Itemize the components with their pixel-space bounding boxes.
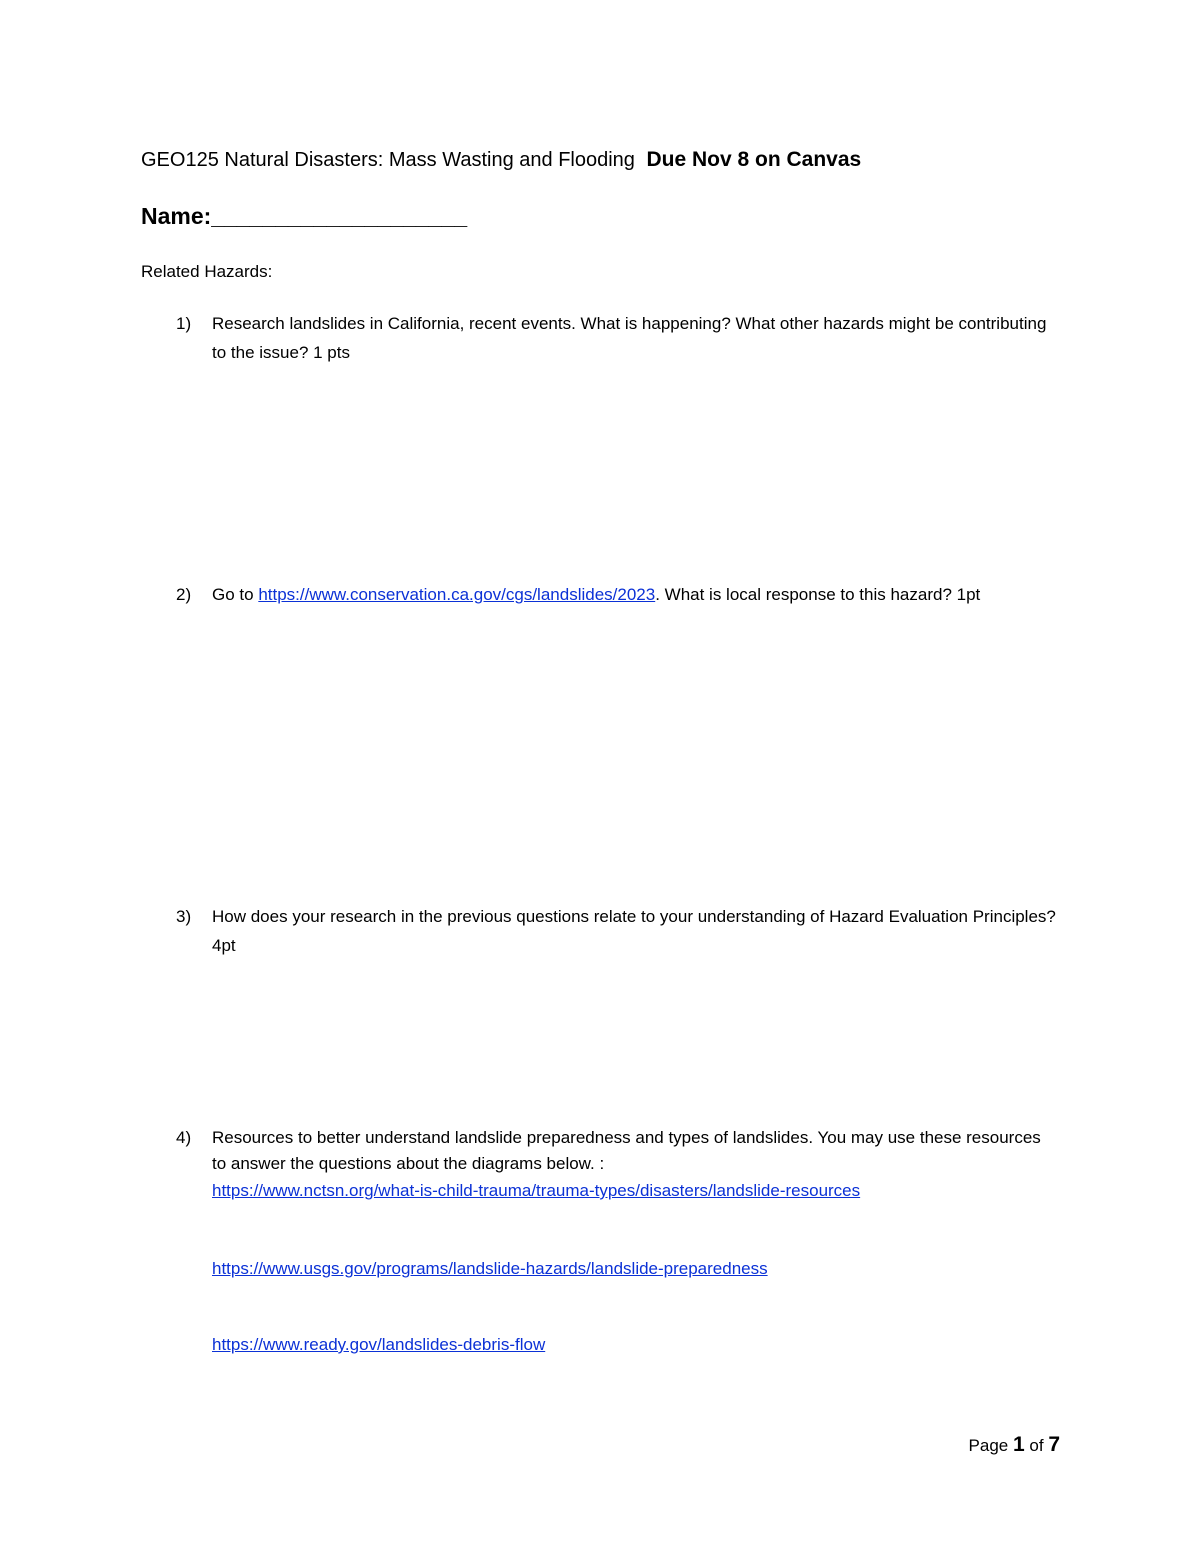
resource-link-item [212, 1178, 860, 1204]
question-text [212, 580, 1056, 609]
resource-link-item [212, 1332, 545, 1358]
question-3 [176, 902, 1056, 960]
resource-link-item [212, 1256, 768, 1282]
question-4 [176, 1125, 1056, 1177]
question-text: Research landslides in California, recent events. What is happening? What other hazards might be contributing to the issue? 1 pts [212, 314, 1047, 362]
nctsn-link[interactable]: https://www.nctsn.org/what-is-child-trauma/trauma-types/disasters/landslide-resources [212, 1181, 861, 1200]
document-title [141, 146, 861, 174]
name-field: Name:____________________ [141, 203, 468, 229]
current-page: 1 [1012, 1433, 1025, 1456]
page-word: Page [968, 1436, 1009, 1455]
course-title: GEO125 Natural Disasters: Mass Wasting and Flooding [141, 149, 635, 171]
question-text: How does your research in the previous questions relate to your understanding of Hazard Evaluation Principles? 4pt [212, 907, 1056, 955]
ready-gov-link[interactable]: https://www.ready.gov/landslides-debris-flow [212, 1335, 546, 1354]
page-footer [969, 1432, 1060, 1459]
usgs-link[interactable]: https://www.usgs.gov/programs/landslide-hazards/landslide-preparedness [212, 1259, 768, 1278]
section-heading: Related Hazards: [141, 262, 273, 281]
question-prefix: Go to [212, 585, 259, 604]
question-number: 1) [176, 314, 192, 333]
question-number: 3) [176, 907, 192, 926]
question-1 [176, 309, 1056, 367]
due-date: Due Nov 8 on Canvas [646, 148, 862, 171]
of-word: of [1029, 1436, 1044, 1455]
question-suffix: . What is local response to this hazard? 1pt [655, 585, 981, 604]
question-number: 2) [176, 585, 192, 604]
total-pages: 7 [1048, 1433, 1060, 1456]
question-number: 4) [176, 1128, 192, 1147]
question-2 [176, 580, 1056, 609]
conservation-link[interactable]: https://www.conservation.ca.gov/cgs/landslides/2023 [258, 585, 656, 604]
question-text: Resources to better understand landslide preparedness and types of landslides. You may use these resources to answer the questions about the diagrams below. : [212, 1128, 1041, 1173]
